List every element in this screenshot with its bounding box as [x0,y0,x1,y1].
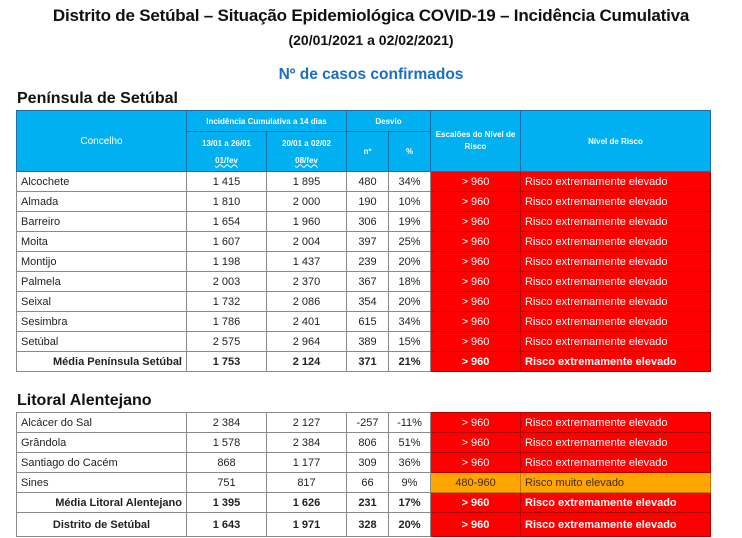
desvio-pct-cell: 20% [389,252,431,272]
incidence-period1-cell: 1 578 [187,433,267,453]
risk-tier-cell: > 960 [431,212,521,232]
section-title-peninsula: Península de Setúbal [17,90,178,107]
incidence-period2-cell: 1 960 [267,212,347,232]
concelho-cell: Barreiro [17,212,187,232]
risk-level-cell: Risco extremamente elevado [521,513,711,537]
concelho-cell: Alcácer do Sal [17,413,187,433]
risk-level-cell: Risco extremamente elevado [521,232,711,252]
desvio-n-cell: -257 [347,413,389,433]
desvio-pct-cell: 34% [389,312,431,332]
table-row [17,413,711,433]
risk-tier-cell: > 960 [431,252,521,272]
table-row [17,473,711,493]
incidence-period1-cell: 1 643 [187,513,267,537]
desvio-n-cell: 367 [347,272,389,292]
risk-tier-cell: > 960 [431,312,521,332]
desvio-n-cell: 389 [347,332,389,352]
header-period1-week: 01/fev [215,155,238,165]
incidence-period2-cell: 817 [267,473,347,493]
incidence-period2-cell: 1 895 [267,172,347,192]
incidence-period1-cell: 1 607 [187,232,267,252]
desvio-pct-cell: 20% [389,292,431,312]
concelho-cell: Seixal [17,292,187,312]
incidence-period1-cell: 868 [187,453,267,473]
desvio-n-cell: 397 [347,232,389,252]
concelho-cell: Média Litoral Alentejano [17,493,187,513]
incidence-period2-cell: 2 004 [267,232,347,252]
risk-level-cell: Risco extremamente elevado [521,493,711,513]
table-row [17,212,711,232]
desvio-n-cell: 354 [347,292,389,312]
concelho-cell: Santiago do Cacém [17,453,187,473]
desvio-n-cell: 806 [347,433,389,453]
risk-tier-cell: > 960 [431,332,521,352]
risk-tier-cell: > 960 [431,453,521,473]
concelho-cell: Montijo [17,252,187,272]
header-desvio: Desvio [347,111,431,132]
incidence-period2-cell: 2 000 [267,192,347,212]
risk-tier-cell: > 960 [431,292,521,312]
incidence-period1-cell: 2 575 [187,332,267,352]
risk-tier-cell: > 960 [431,493,521,513]
incidence-period1-cell: 1 415 [187,172,267,192]
header-period2-dates: 20/01 a 02/02 [282,138,331,148]
risk-tier-cell: > 960 [431,172,521,192]
header-period2-week: 08/fev [295,155,318,165]
table-row [17,433,711,453]
table-row [17,192,711,212]
desvio-pct-cell: 18% [389,272,431,292]
incidence-period2-cell: 2 401 [267,312,347,332]
average-row-peninsula [17,352,711,372]
table-row [17,172,711,192]
incidence-period1-cell: 1 198 [187,252,267,272]
desvio-n-cell: 615 [347,312,389,332]
risk-tier-cell: 480-960 [431,473,521,493]
district-total-row [17,513,711,537]
risk-tier-cell: > 960 [431,352,521,372]
desvio-pct-cell: 20% [389,513,431,537]
incidence-period2-cell: 2 370 [267,272,347,292]
risk-level-cell: Risco extremamente elevado [521,413,711,433]
table-row [17,312,711,332]
district-table [16,512,711,537]
desvio-n-cell: 309 [347,453,389,473]
risk-level-cell: Risco extremamente elevado [521,312,711,332]
table-row [17,232,711,252]
desvio-pct-cell: 36% [389,453,431,473]
header-incidencia: Incidência Cumulativa a 14 dias [187,111,347,132]
risk-level-cell: Risco extremamente elevado [521,212,711,232]
desvio-n-cell: 190 [347,192,389,212]
table-row [17,272,711,292]
concelho-cell: Sesimbra [17,312,187,332]
risk-tier-cell: > 960 [431,433,521,453]
incidence-period1-cell: 1 654 [187,212,267,232]
risk-tier-cell: > 960 [431,232,521,252]
desvio-n-cell: 231 [347,493,389,513]
desvio-n-cell: 371 [347,352,389,372]
risk-level-cell: Risco extremamente elevado [521,272,711,292]
desvio-pct-cell: 25% [389,232,431,252]
period-subtitle: (20/01/2021 a 02/02/2021) [288,32,454,48]
concelho-cell: Distrito de Setúbal [17,513,187,537]
desvio-pct-cell: 10% [389,192,431,212]
concelho-cell: Setúbal [17,332,187,352]
risk-level-cell: Risco extremamente elevado [521,192,711,212]
desvio-pct-cell: 9% [389,473,431,493]
table-row [17,332,711,352]
desvio-pct-cell: 34% [389,172,431,192]
concelho-cell: Moita [17,232,187,252]
section-heading-casos: Nº de casos confirmados [278,66,464,83]
risk-level-cell: Risco extremamente elevado [521,352,711,372]
incidence-period2-cell: 1 177 [267,453,347,473]
concelho-cell: Sines [17,473,187,493]
litoral-table [16,412,711,513]
risk-tier-cell: > 960 [431,413,521,433]
header-desvio-n: nº [347,132,389,172]
concelho-cell: Alcochete [17,172,187,192]
concelho-cell: Almada [17,192,187,212]
risk-level-cell: Risco extremamente elevado [521,292,711,312]
risk-level-cell: Risco muito elevado [521,473,711,493]
header-nivel: Nível de Risco [521,111,711,172]
desvio-n-cell: 306 [347,212,389,232]
peninsula-table [16,110,711,372]
desvio-pct-cell: 17% [389,493,431,513]
incidence-period1-cell: 2 003 [187,272,267,292]
header-escaloes: Escalões do Nível de Risco [431,111,521,172]
risk-tier-cell: > 960 [431,272,521,292]
risk-tier-cell: > 960 [431,513,521,537]
desvio-n-cell: 480 [347,172,389,192]
header-concelho: Concelho [17,111,187,172]
concelho-cell: Média Península Setúbal [17,352,187,372]
risk-level-cell: Risco extremamente elevado [521,433,711,453]
desvio-pct-cell: 15% [389,332,431,352]
risk-level-cell: Risco extremamente elevado [521,172,711,192]
incidence-period2-cell: 2 127 [267,413,347,433]
incidence-period2-cell: 2 086 [267,292,347,312]
header-desvio-pct: % [389,132,431,172]
concelho-cell: Palmela [17,272,187,292]
average-row-litoral [17,493,711,513]
desvio-pct-cell: 19% [389,212,431,232]
incidence-period1-cell: 1 395 [187,493,267,513]
page-title: Distrito de Setúbal – Situação Epidemiológica COVID-19 – Incidência Cumulativa [52,6,690,25]
incidence-period1-cell: 1 732 [187,292,267,312]
desvio-pct-cell: 21% [389,352,431,372]
table-row [17,252,711,272]
desvio-n-cell: 66 [347,473,389,493]
incidence-period1-cell: 1 810 [187,192,267,212]
section-title-litoral: Litoral Alentejano [17,392,152,409]
risk-tier-cell: > 960 [431,192,521,212]
desvio-pct-cell: 51% [389,433,431,453]
risk-level-cell: Risco extremamente elevado [521,252,711,272]
desvio-pct-cell: -11% [389,413,431,433]
desvio-n-cell: 239 [347,252,389,272]
header-period2 [267,132,347,172]
incidence-period1-cell: 1 753 [187,352,267,372]
concelho-cell: Grândola [17,433,187,453]
risk-level-cell: Risco extremamente elevado [521,453,711,473]
desvio-n-cell: 328 [347,513,389,537]
incidence-period2-cell: 2 124 [267,352,347,372]
incidence-period2-cell: 2 384 [267,433,347,453]
header-period1 [187,132,267,172]
incidence-period1-cell: 751 [187,473,267,493]
incidence-period2-cell: 2 964 [267,332,347,352]
table-row [17,292,711,312]
risk-level-cell: Risco extremamente elevado [521,332,711,352]
incidence-period1-cell: 2 384 [187,413,267,433]
incidence-period1-cell: 1 786 [187,312,267,332]
incidence-period2-cell: 1 437 [267,252,347,272]
header-period1-dates: 13/01 a 26/01 [202,138,251,148]
incidence-period2-cell: 1 626 [267,493,347,513]
incidence-period2-cell: 1 971 [267,513,347,537]
table-row [17,453,711,473]
